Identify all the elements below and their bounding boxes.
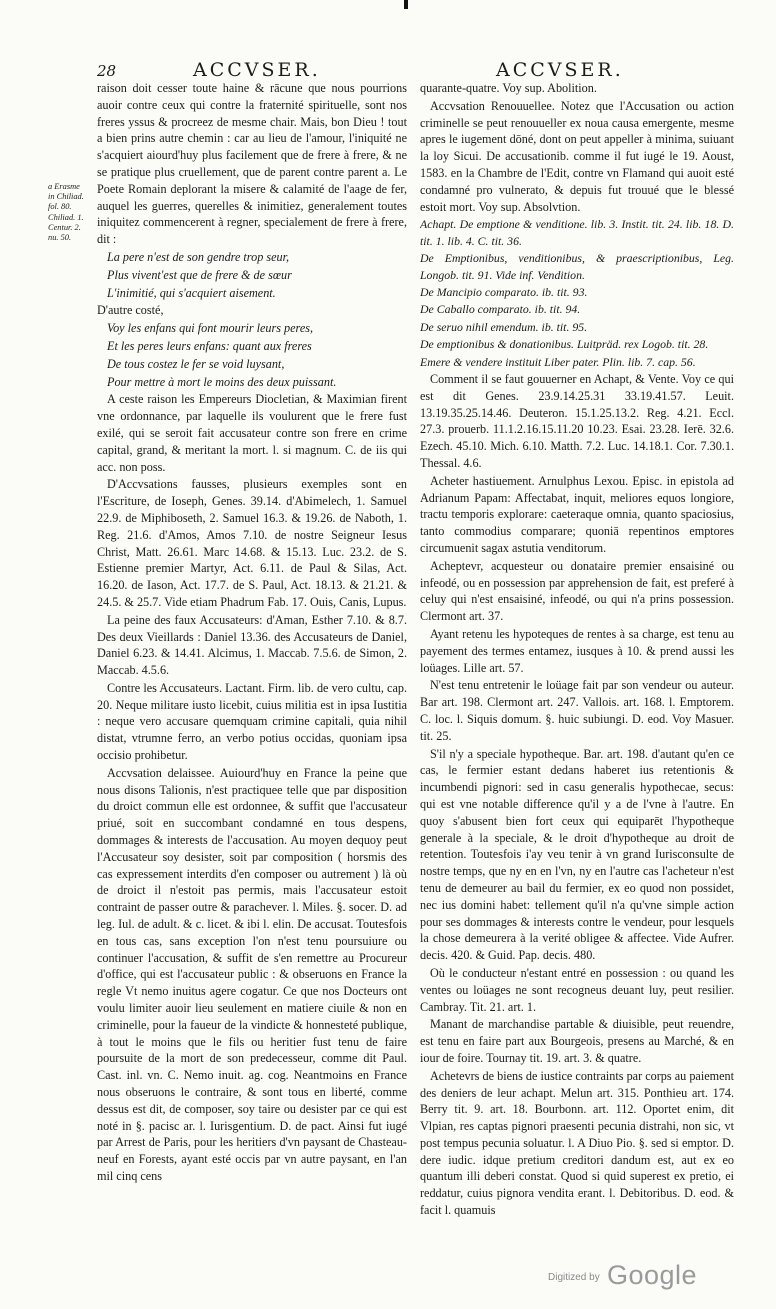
margin-note-line: Centur. 2. (48, 222, 81, 232)
reference-line: De Caballo comparato. ib. tit. 94. (420, 302, 581, 317)
google-logo: Google (607, 1260, 698, 1290)
paragraph: A ceste raison les Empereurs Diocletian, & Maximian firent vne ordonnance, par laquelle ils voulurent que le frere fust exilé, qui se seroit fait accusateur contre son frere en crime capital, grand, & meritant la mort. l. si magnum. C. de iis qui acc. non poss. (97, 392, 407, 474)
reference-line: De Mancipio comparato. ib. tit. 93. (420, 285, 588, 299)
verse-line: Pour mettre à mort le moins des deux puissant. (107, 374, 337, 389)
paragraph: Contre les Accusateurs. Lactant. Firm. lib. de vero cultu, cap. 20. Neque militare iusto licebit, cuius militia est in ipsa Iustitia : neque vero accusare quemquam crimine capitali, quia nihil distat, vtrumne ferro, an verbo potius occidas, quoniam ipsa occisio prohibetur. (97, 680, 407, 763)
margin-note-line: Chiliad. 1. (48, 212, 84, 222)
digitized-watermark (548, 1262, 748, 1292)
verse-line: Voy les enfans qui font mourir leurs peres, (107, 321, 314, 336)
verse-line: Et les peres leurs enfans: quant aux freres (107, 338, 312, 353)
paragraph: Manant de marchandise partable & diuisible, peut reuendre, est tenu en faire part aux Bourgeois, presens au Marché, & en iour de foire. Tournay tit. 19. art. 3. & quatre. (420, 1017, 734, 1065)
verse-line: Plus vivent'est que de frere & de sœur (107, 267, 292, 282)
reference-list (420, 216, 734, 370)
paragraph: Comment il se faut gouuerner en Achapt, & Vente. Voy ce qui est dit Genes. 23.9.14.25.31 33.19.41.57. Leuit. 13.19.35.25.14.46. Deuteron. 15.1.25.13.2. Reg. 4.21. Eccl. 27.3. prouerb. 11.1.2.16.15.11.20 10.23. Esai. 23.28. Ierē. 32.6. Ezech. 45.10. Mich. 6.10. Matth. 7.2. Luc. 14.18.1. Cor. 7.30.1. Thessal. 4.6. (420, 372, 734, 471)
paragraph: raison doit cesser toute haine & rācune que nous pourrions auoir contre ceux qui contre la fraternité spirituelle, sont nos freres yssus & procreez de mesme chair. Mais, bon Dieu ! tout a bien prins autre chemin : car au lieu de l'amour, l'iniquité ne s'acquiert aiourd'huy plus facilement que de frere à frere, & ne se pratique plus cruellement, que de parent contre parent a. Le Poete Romain deplorant la misere & calamité de l'aage de fer, auquel les guerres, querelles & inimitiez, generalement toutes iniquitez commencerent à regner, specialement de frere à frere, dit : (97, 81, 407, 247)
reference-line: Emere & vendere instituit Liber pater. Plin. lib. 7. cap. 56. (420, 354, 696, 369)
verse-line: De tous costez le fer se void luysant, (107, 356, 285, 371)
running-title-right: ACCVSER. (496, 59, 624, 81)
verse-line: L'inimitié, qui s'acquiert aisement. (107, 285, 276, 300)
paragraph: Acheter hastiuement. Arnulphus Lexou. Episc. in epistola ad Adrianum Papam: Affectabat, inquit, meliores equos longiore, tractu temporis explorare: caeteraque omnia, quanto spaciosius, tanto commodius comparare; quoniā repentinos emptores circumuenit sagax astutia venditorum. (420, 473, 734, 555)
watermark-label: Digitized by (548, 1272, 600, 1283)
margin-note (48, 182, 98, 243)
reference-line: De Emptionibus, venditionibus, & praescriptionibus, Leg. Longob. tit. 91. Vide inf. Vendition. (420, 251, 734, 282)
paragraph: N'est tenu entretenir le loüage fait par son vendeur ou auteur. Bar art. 198. Clermont art. 247. Vallois. art. 168. l. Emptorem. C. loc. l. Siquis domum. §. huic subiungi. D. eod. Voy Masuer. tit. 25. (420, 678, 734, 743)
paragraph: Acheptevr, acquesteur ou donataire premier ensaisiné ou infeodé, ou en possession par apprehension de fait, est preferé à celuy qui n'est ensaisiné, infeodé, ou qui n'a prins possession. Clermont art. 37. (420, 558, 734, 624)
left-column (97, 80, 407, 1275)
running-title-left: ACCVSER. (193, 59, 321, 81)
paragraph: quarante-quatre. Voy sup. Abolition. (420, 81, 597, 95)
margin-note-line: a Erasme (48, 182, 80, 191)
running-header (0, 56, 776, 82)
reference-line: Achapt. De emptione & venditione. lib. 3. Instit. tit. 24. lib. 18. D. tit. 1. lib. 4. C. tit. 36. (420, 217, 734, 248)
paragraph: D'Accvsations fausses, plusieurs exemples sont en l'Escriture, de Ioseph, Genes. 39.14. d'Abimelech, 1. Samuel 22.9. de Miphiboseth, 2. Samuel 16.3. & 19.26. de Naboth, 1. Reg. 21.6. d'Amos, Amos 7.10. de nostre Seigneur Iesus Christ, Matt. 26.61. Marc 14.68. & 15.13. Luc. 23.2. de S. Estienne premier Martyr, Act. 6.11. de Paul & Silas, Act. 16.20. de Iason, Act. 17.7. de S. Paul, Act. 18.13. & 21.21. & 24.5. & 25.7. Vide etiam Phadrum Fab. 17. Ouis, Canis, Lupus. (97, 477, 407, 609)
margin-note-line: in Chiliad. (48, 192, 84, 202)
paragraph: S'il n'y a speciale hypotheque. Bar. art. 198. d'autant qu'en ce cas, le fermier estant dedans haberet ius retentionis & incumbendi pignori: sed in casu generalis hypothecae, secus: qui est vne notable difference qu'il y a de l'vne à l'autre. En quoy s'abusent bien fort ceux qui equiparēt l'hypotheque generale à la speciale, & le droit d'hypotheque au droit de retention. Toutesfois i'ay veu tenir à vn grand Iurisconsulte de nostre temps, que ny en en l'vn, ny en l'autre cas l'acheteur n'est tenu de demeurer au bail du fermier, ex eo quod non possidet, nec ius domini habet: tellement qu'il n'a qu'vne simple action pour ses dommages & interests contre le vendeur, pour lesquels la chose demeurera à la verité obligee & affectee. Vide Aufrer. decis. 420. & Guid. Pap. decis. 480. (420, 746, 734, 963)
paragraph: D'autre costé, (97, 303, 164, 318)
reference-line: De emptionibus & donationibus. Luitpräd. rex Logob. tit. 28. (420, 337, 709, 352)
paragraph: Accvsation Renouuellee. Notez que l'Accusation ou action criminelle se peut renouueller ex noua causa emergente, mesme apres le iugement dōné, dont on peut appeller à minima, suiuant la loy Sicui. De accusationib. comme il fut iugé le 19. Aoust, 1583. en la Chambre de l'Edit, contre vn Flamand qui auoit esté condamné pro vulnerato, & depuis fut trouué que le blessé estoit mort. Voy sup. Absolvtion. (420, 98, 734, 214)
top-print-mark (404, 0, 408, 9)
margin-note-line: fol. 80. (48, 202, 72, 212)
paragraph: Où le conducteur n'estant entré en possession : ou quand les ventes ou loüages ne sont recogneus deuant luy, peut resilier. Cambray. Tit. 21. art. 1. (420, 965, 734, 1014)
right-column (420, 80, 734, 1275)
paragraph: Achetevrs de biens de iustice contraints par corps au paiement des deniers de leur achapt. Melun art. 315. Ponthieu art. 174. Berry tit. 9. art. 18. Bourbonn. art. 112. Oportet enim, dit Vlpian, res captas pignori praesenti pecunia distrahi, non sic, vt post tempus pecunia soluatur. l. A Diuo Pio. §. sed si emptor. D. dere iudic. idque pretium creditori dandum est, aut ex eo quantum illi deberi constat. Quod si quid superest ex pretio, ei reddatur, cuius pignora vendita erant. l. Debitoribus. D. eod. & facit l. quamuis (420, 1068, 734, 1218)
paragraph: La peine des faux Accusateurs: d'Aman, Esther 7.10. & 8.7. Des deux Vieillards : Daniel 13.36. des Accusateurs de Daniel, Daniel 6.23. & 14.41. Alcimus, 1. Maccab. 7.5.6. de Simon, 2. Maccab. 4.5.6. (97, 612, 407, 678)
margin-note-line: nu. 50. (48, 233, 72, 243)
paragraph: Ayant retenu les hypoteques de rentes à sa charge, est tenu au payement des termes entamez, iusques à 10. & prend aussi les loüages. Lille art. 57. (420, 626, 734, 675)
reference-line: De seruo nihil emendum. ib. tit. 95. (420, 319, 588, 334)
verse-line: La pere n'est de son gendre trop seur, (107, 249, 290, 264)
page-number: 28 (97, 62, 117, 80)
paragraph: Accvsation delaissee. Auiourd'huy en France la peine que nous disons Talionis, n'est practiquee telle que par disposition du droict commun elle est ordonnee, & suffit que l'accusateur priué, soit en succombant condamné en tous despens, dommages & interests de l'accusation. Au moyen dequoy peut l'Accusateur soy desister, soit par composition ( horsmis des cas expressement interdits d'en composer ou autrement ) là où de droict il n'estoit pas permis, mais l'accusateur estoit contraint de passer outre & parachever. l. Miles. §. socer. D. ad leg. Iul. de adult. & c. licet. & ibi l. elin. De accusat. Toutesfois en tous cas, sans exception l'on n'est tenu poursuiure ou continuer l'accusation, & suffit de s'en remettre au Procureur d'office, qui est l'accusateur public : & obseruons en France la regle Vt nemo inuitus agere cogatur. Ce que nos Docteurs ont voulu limiter auoir lieu seulement en matiere ciuile & non en criminelle, pour la faueur de la vindicte & honnesteté publique, à tout le moins que le fils ou heritier fust tenu de faire poursuite de la mort de son predecesseur, comme dit Paul. Cast. inl. vn. C. Nemo inuit. ag. cog. Neantmoins en France nous obseruons le contraire, & sont tous en liberté, comme dessus est dit, de composer, soy taire ou desister par ce qui est noté in §. pacisc ar. l. Iurisgentium. D. de pact. Ainsi fut iugé par Arrest de Paris, pour les heritiers d'vn paysant de Chasteau-neuf en Forests, ayant esté occis par vn autre paysant, en l'an mil cinq cens (97, 765, 407, 1183)
